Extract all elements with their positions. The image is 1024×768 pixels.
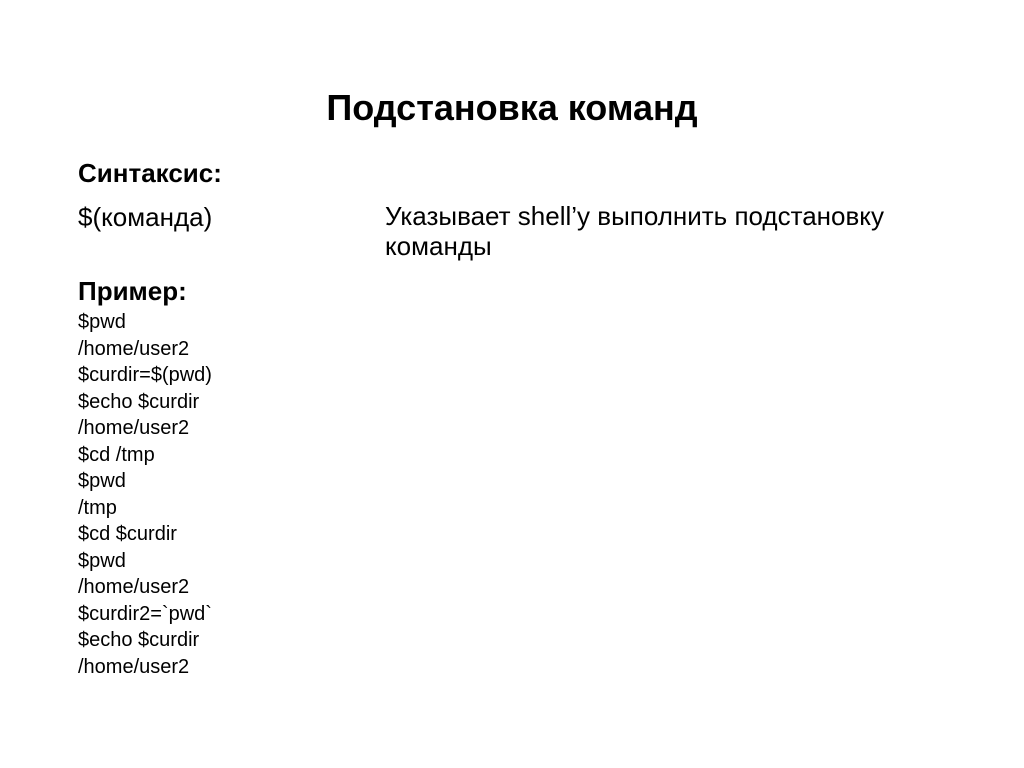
example-line: /home/user2	[78, 417, 190, 439]
example-line: $echo $curdir	[78, 629, 200, 651]
example-line: $pwd	[78, 549, 126, 572]
example-line: $curdir2=`pwd`	[78, 602, 212, 625]
example-heading: Пример:	[78, 276, 187, 306]
example-line: /home/user2	[78, 337, 190, 360]
example-line: /home/user2	[78, 655, 190, 678]
syntax-heading: Синтаксис:	[78, 158, 222, 188]
syntax-description: Указывает shell’у выполнить подстановку команды	[385, 201, 884, 261]
slide-title: Подстановка команд	[326, 87, 698, 128]
example-line: $cd /tmp	[78, 443, 155, 466]
example-line: $curdir=$(pwd)	[78, 364, 212, 386]
example-line: $echo $curdir	[78, 390, 200, 413]
syntax-command: $(команда)	[78, 202, 213, 232]
example-listing	[78, 309, 212, 680]
example-line: $pwd	[78, 470, 126, 492]
example-line: /tmp	[78, 496, 117, 519]
example-line: $pwd	[78, 311, 126, 333]
example-line: $cd $curdir	[78, 523, 177, 545]
example-line: /home/user2	[78, 576, 190, 598]
